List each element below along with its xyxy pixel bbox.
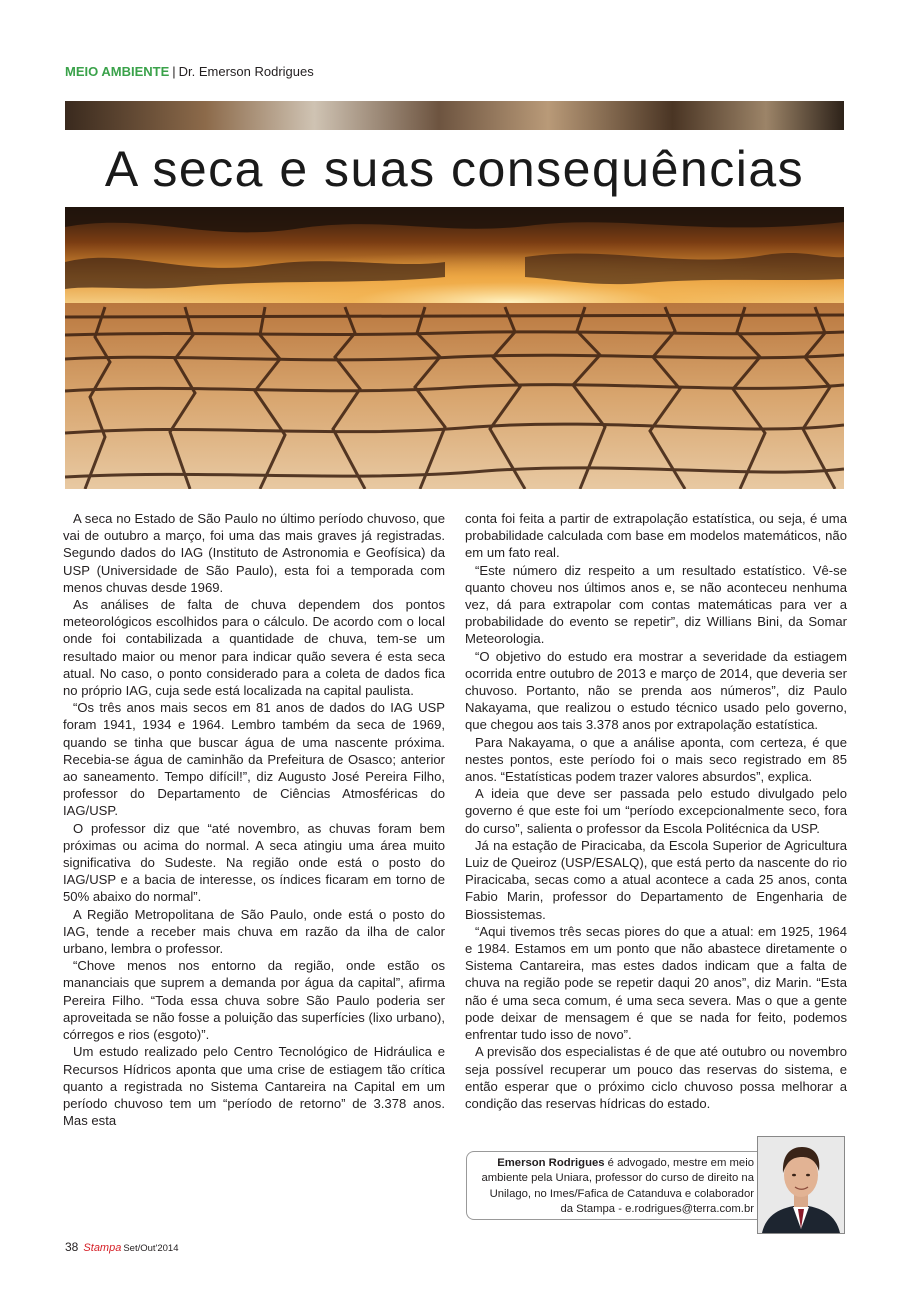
paragraph: A seca no Estado de São Paulo no último período chuvoso, que vai de outubro a março, foi uma das mais graves já registradas. Segundo dados do IAG (Instituto de Astronomia e Geofísica) da USP (Universidade de São Paulo), esta foi a temporada com menos chuvas desde 1969. xyxy=(63,511,445,595)
author-bio-text: é advogado, mestre em meio ambiente pela Uniara, professor do curso de direito na Unilago, no Imes/Fafica de Catanduva e colaborador da Stampa - e.rodrigues@terra.com.br xyxy=(481,1157,754,1215)
cracked-earth-image xyxy=(65,207,844,489)
paragraph: “Chove menos nos entorno da região, onde estão os mananciais que suprem a demanda por água da capital”, afirma Pereira Filho. “Toda essa chuva sobre São Paulo poderia ser aproveitada se não fosse a poluição das superfícies (lixo urbano), córregos e rios (esgoto)”. xyxy=(63,958,445,1043)
section-header xyxy=(65,64,314,80)
paragraph: Já na estação de Piracicaba, da Escola Superior de Agricultura Luiz de Queiroz (USP/ESALQ), que está perto da nascente do rio Piracicaba, secas como a atual acontece a cada 25 anos, conta Fabio Marin, professor do Departamento de Engenharia de Biossistemas. xyxy=(465,837,847,922)
paragraph: “Aqui tivemos três secas piores do que a atual: em 1925, 1964 e 1984. Estamos em um ponto que não abastece diretamente o Sistema Cantareira, mas estes dados indicam que a falta de chuva na região pode se repetir daqui 20 anos”, diz Marin. “Esta não é uma seca comum, é uma seca severa. Mas o que a gente pode deixar de mensagem é que se nada for feito, podemos enfrentar tudo isso de novo”. xyxy=(465,923,847,1043)
magazine-brand: Stampa xyxy=(83,1242,122,1254)
article-column-left xyxy=(63,510,445,1129)
author-photo xyxy=(757,1136,845,1234)
author-bio-name: Emerson Rodrigues xyxy=(497,1157,605,1169)
paragraph: conta foi feita a partir de extrapolação estatística, ou seja, é uma probabilidade calculada com base em modelos matemáticos, não em um fato real. xyxy=(465,511,847,561)
paragraph: Um estudo realizado pelo Centro Tecnológico de Hidráulica e Recursos Hídricos aponta que uma crise de estiagem tão crítica quanto a registrada no Sistema Cantareira na Capital em um período chuvoso tem um “período de retorno” de 3.378 anos. Mas esta xyxy=(63,1044,445,1129)
paragraph: A previsão dos especialistas é de que até outubro ou novembro seja possível recuperar um pouco das reservas do sistema, e então esperar que o próximo ciclo chuvoso possa melhorar a condição das reservas hídricas do estado. xyxy=(465,1044,847,1111)
section-label: MEIO AMBIENTE xyxy=(65,64,170,79)
paragraph: A Região Metropolitana de São Paulo, onde está o posto do IAG, tende a receber mais chuva em razão da ilha de calor urbano, lembra o professor. xyxy=(63,906,445,957)
page-footer xyxy=(65,1240,179,1256)
header-author: Dr. Emerson Rodrigues xyxy=(178,64,314,79)
article-column-right xyxy=(465,510,847,1112)
paragraph: As análises de falta de chuva dependem dos pontos meteorológicos escolhidos para o cálculo. De acordo com o local onde foi contabilizada a quantidade de chuva, tem-se um resultado maior ou menor para indicar quão severa é esta seca atual. No caso, o ponto considerado para a coleta de dados fica no próprio IAG, cuja sede está localizada na capital paulista. xyxy=(63,597,445,699)
header-separator: | xyxy=(172,64,176,79)
drought-hero-image xyxy=(65,207,844,489)
paragraph: “Os três anos mais secos em 81 anos de dados do IAG USP foram 1941, 1934 e 1964. Lembro também da seca de 1969, quando se tinha que buscar água de uma nascente próxima. Recebia-se água de caminhão da Prefeitura de Osasco; anterior ao saneamento. Tempo difícil!”, diz Augusto José Pereira Filho, professor do Departamento de Ciências Atmosféricas do IAG/USP. xyxy=(63,700,445,819)
sky-strip-image xyxy=(65,101,844,130)
paragraph: “Este número diz respeito a um resultado estatístico. Vê-se quanto choveu nos últimos anos e, se não aconteceu nenhuma vez, dá para extrapolar com contas matemáticas para ver a probabilidade do evento se repetir”, diz Willians Bini, da Somar Meteorologia. xyxy=(465,562,847,647)
paragraph: A ideia que deve ser passada pelo estudo divulgado pelo governo é que este foi um “período excepcionalmente seco, fora do curso”, salienta o professor da Escola Politécnica da USP. xyxy=(465,786,847,836)
article-title: A seca e suas consequências xyxy=(104,140,805,197)
page-number: 38 xyxy=(65,1240,79,1254)
author-bio-box xyxy=(466,1151,762,1220)
paragraph: Para Nakayama, o que a análise aponta, com certeza, é que nestes pontos, este período foi o mais seco registrado em 85 anos. “Estatísticas podem trazer valores absurdos”, explica. xyxy=(465,734,847,785)
title-band xyxy=(65,130,844,207)
paragraph: O professor diz que “até novembro, as chuvas foram bem próximas ou acima do normal. A seca atingiu uma área muito significativa do Sudeste. Na região onde está o posto do IAG/USP e a bacia de interesse, os índices ficaram em torno de 50% abaixo do normal”. xyxy=(63,820,445,905)
issue-date: Set/Out'2014 xyxy=(123,1243,179,1254)
paragraph: “O objetivo do estudo era mostrar a severidade da estiagem ocorrida entre outubro de 2013 e março de 2014, que deveria ser chuvoso. Portanto, não se prenda aos números”, diz Paulo Nakayama, que realizou o estudo técnico usado pelo governo, que chegou aos tais 3.378 anos por extrapolação estatística. xyxy=(465,648,847,733)
author-portrait-image xyxy=(758,1137,844,1233)
